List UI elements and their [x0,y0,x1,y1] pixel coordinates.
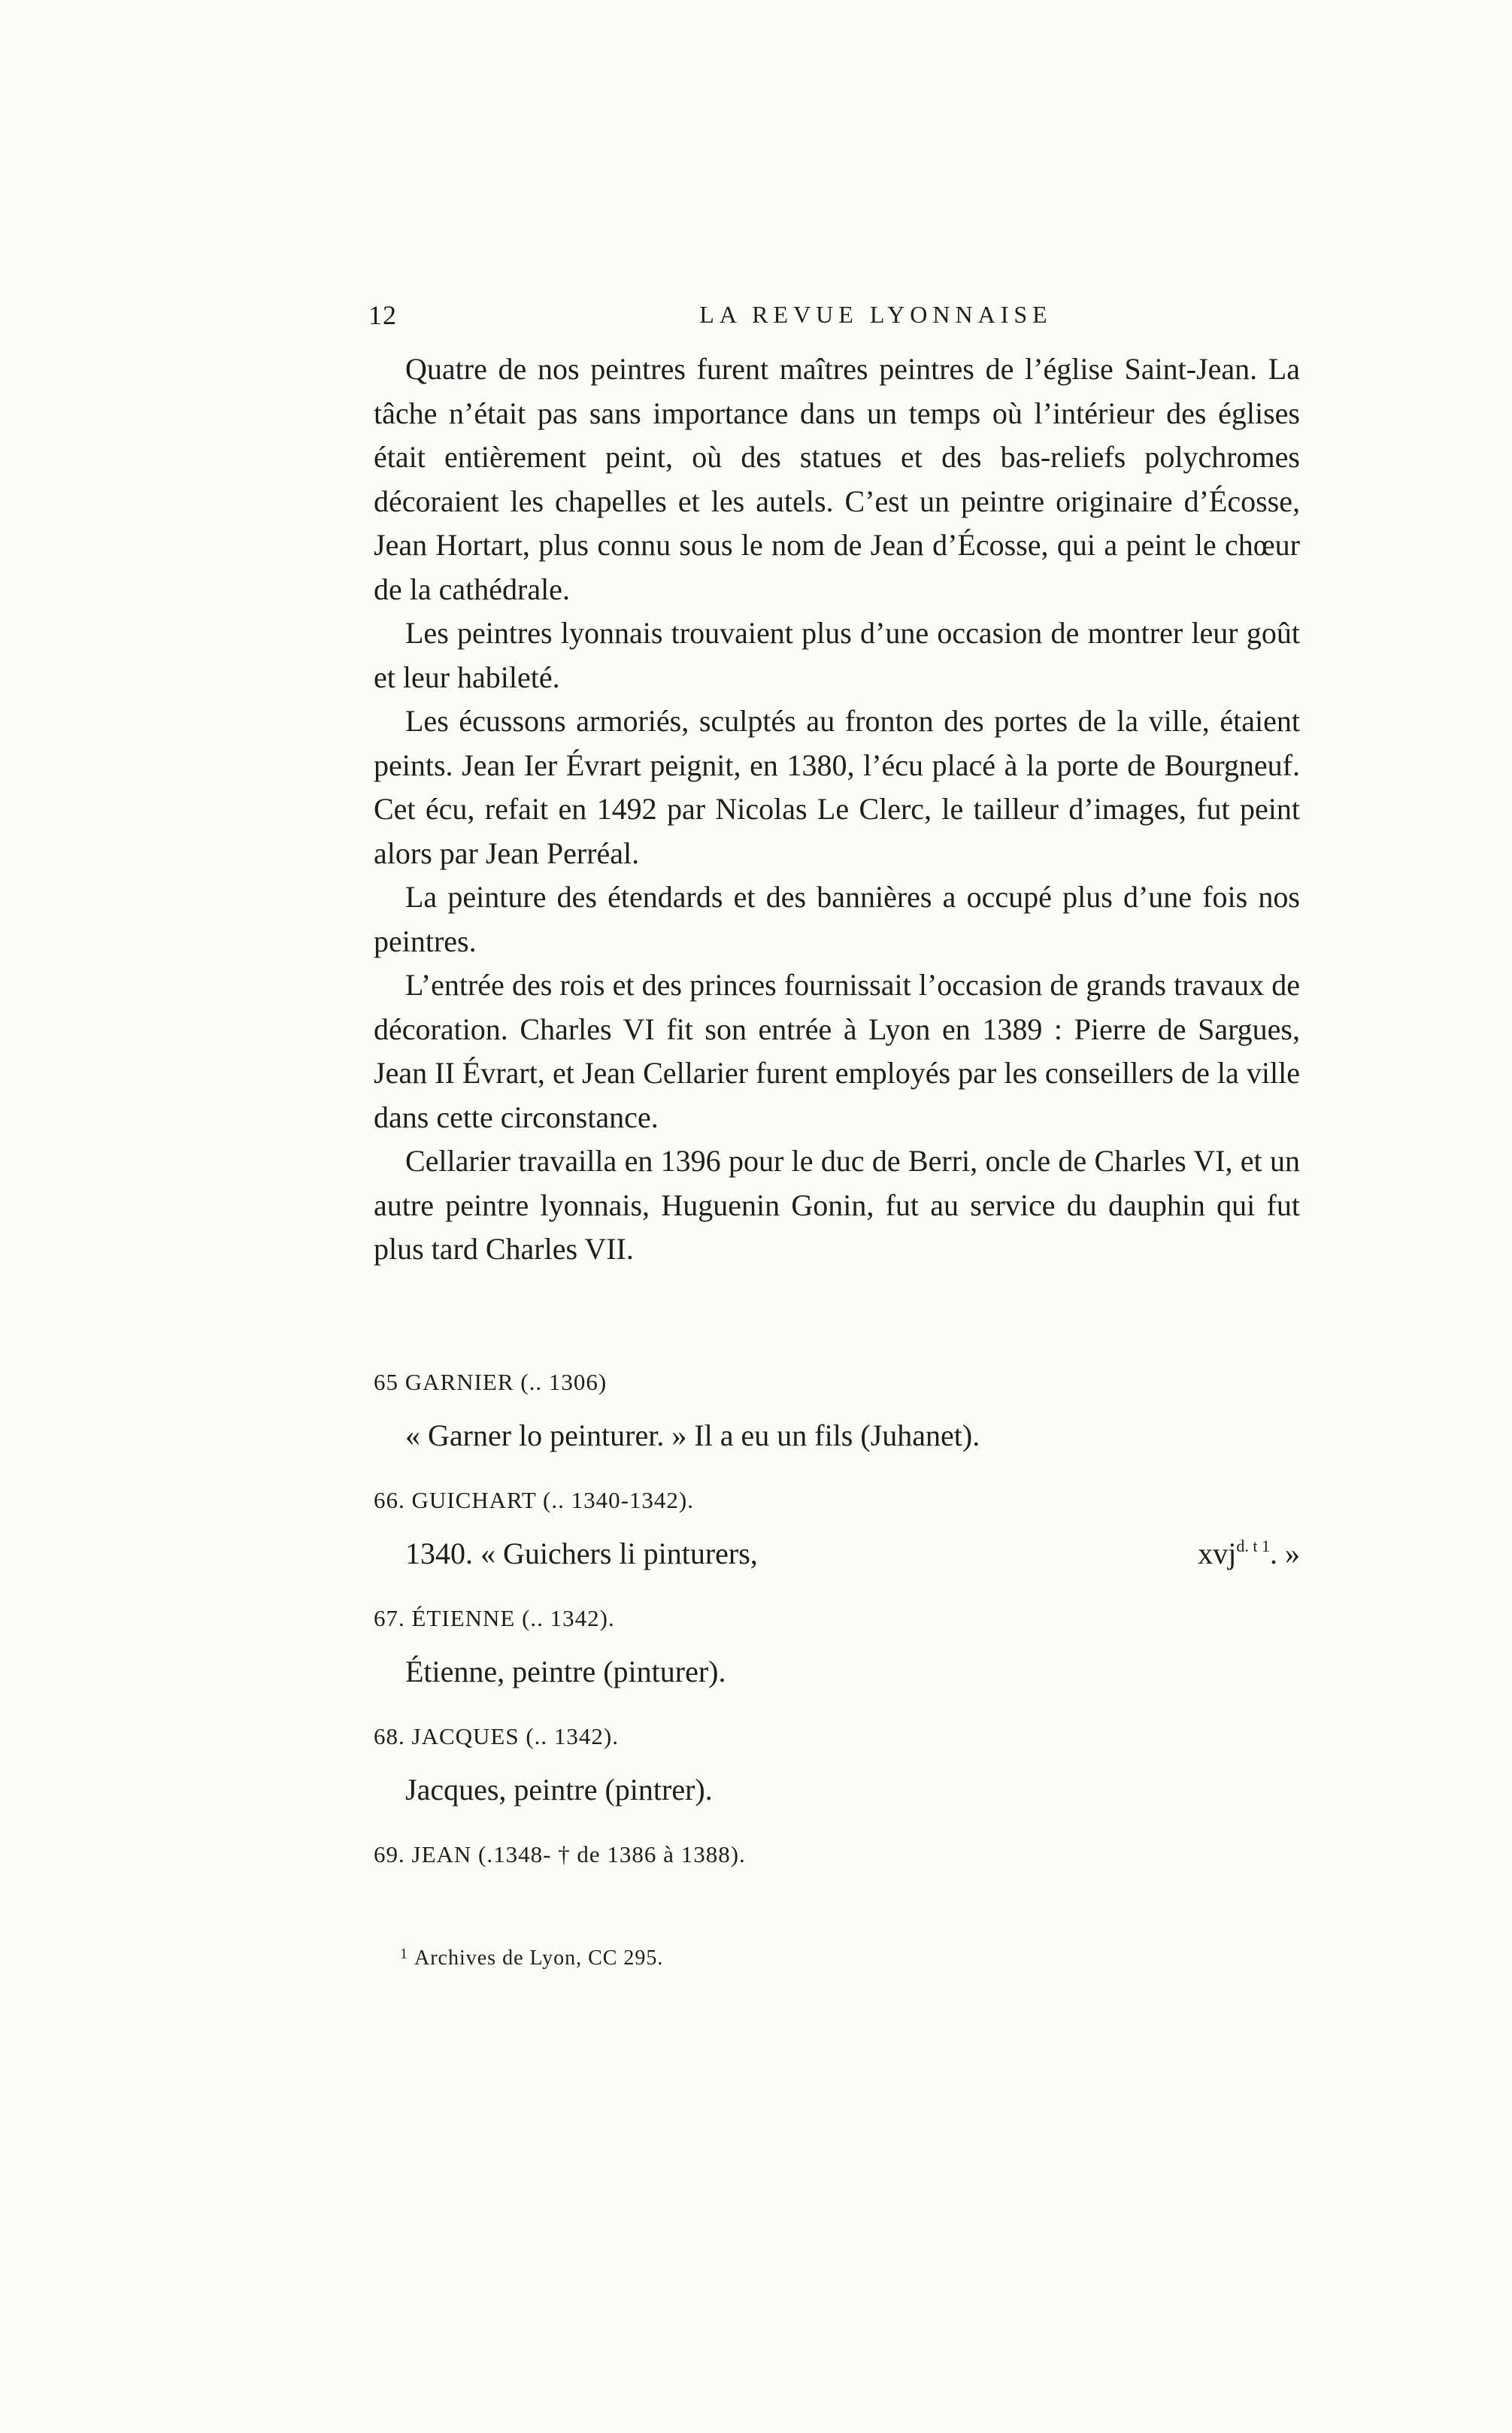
paragraph: Les peintres lyonnais trouvaient plus d’une occasion de montrer leur goût et leur habileté. [374,616,1300,694]
entry-text: Jacques, peintre (pintrer). [405,1773,713,1807]
paragraph: L’entrée des rois et des princes fournissait l’occasion de grands travaux de décoration. Charles VI fit son entrée à Lyon en 1389 : Pierre de Sargues, Jean II Évrart, et Jean Cellarier furent employés par les conseillers de la ville dans cette circonstance. [374,968,1300,1134]
paragraph: Quatre de nos peintres furent maîtres peintres de l’église Saint-Jean. La tâche n’était pas sans importance dans un temps où l’intérieur des églises était entièrement peint, où des statues et des bas-reliefs polychromes décoraient les chapelles et les autels. C’est un peintre originaire d’Écosse, Jean Hortart, plus connu sous le nom de Jean d’Écosse, qui a peint le chœur de la cathédrale. [374,352,1300,606]
entry-guichart [374,1485,1300,1576]
body-text [374,347,1300,1272]
footnote-mark: 1 [400,1946,408,1962]
entry-heading: 65 GARNIER (.. 1306) [374,1369,608,1395]
journal-title: LA REVUE LYONNAISE [699,301,1053,328]
entry-garnier [374,1367,1300,1458]
running-head [368,299,1308,337]
entry-text: « Garner lo peinturer. » Il a eu un fils (Juhanet). [405,1418,980,1452]
paragraph: Les écussons armoriés, sculptés au fronton des portes de la ville, étaient peints. Jean Ier Évrart peignit, en 1380, l’écu placé à la porte de Bourgneuf. Cet écu, refait en 1492 par Nicolas Le Clerc, le tailleur d’images, fut peint alors par Jean Perréal. [374,704,1300,870]
entry-quote: 1340. « Guichers li pinturers, [405,1537,758,1570]
paragraph: Cellarier travailla en 1396 pour le duc de Berri, oncle de Charles VI, et un autre peintre lyonnais, Huguenin Gonin, fut au service du dauphin qui fut plus tard Charles VII. [374,1144,1300,1266]
entry-text: Étienne, peintre (pinturer). [405,1655,726,1688]
footnote [400,1946,663,1970]
entry-quote-amount: xvj$^{d. t 1}$. » [1198,1537,1300,1570]
footnote-text: Archives de Lyon, CC 295. [414,1946,664,1970]
entry-heading: 66. GUICHART (.. 1340-1342). [374,1487,694,1513]
entry-heading: 68. JACQUES (.. 1342). [374,1723,619,1749]
entry-jean [374,1840,1300,1870]
entry-heading: 69. JEAN (.1348- † de 1386 à 1388). [374,1841,746,1867]
entry-heading: 67. ÉTIENNE (.. 1342). [374,1605,615,1631]
page-number: 12 [368,300,397,330]
paragraph: La peinture des étendards et des bannières a occupé plus d’une fois nos peintres. [374,880,1300,958]
entry-jacques [374,1722,1300,1812]
entry-text [374,1532,1300,1576]
entry-etienne [374,1603,1300,1694]
